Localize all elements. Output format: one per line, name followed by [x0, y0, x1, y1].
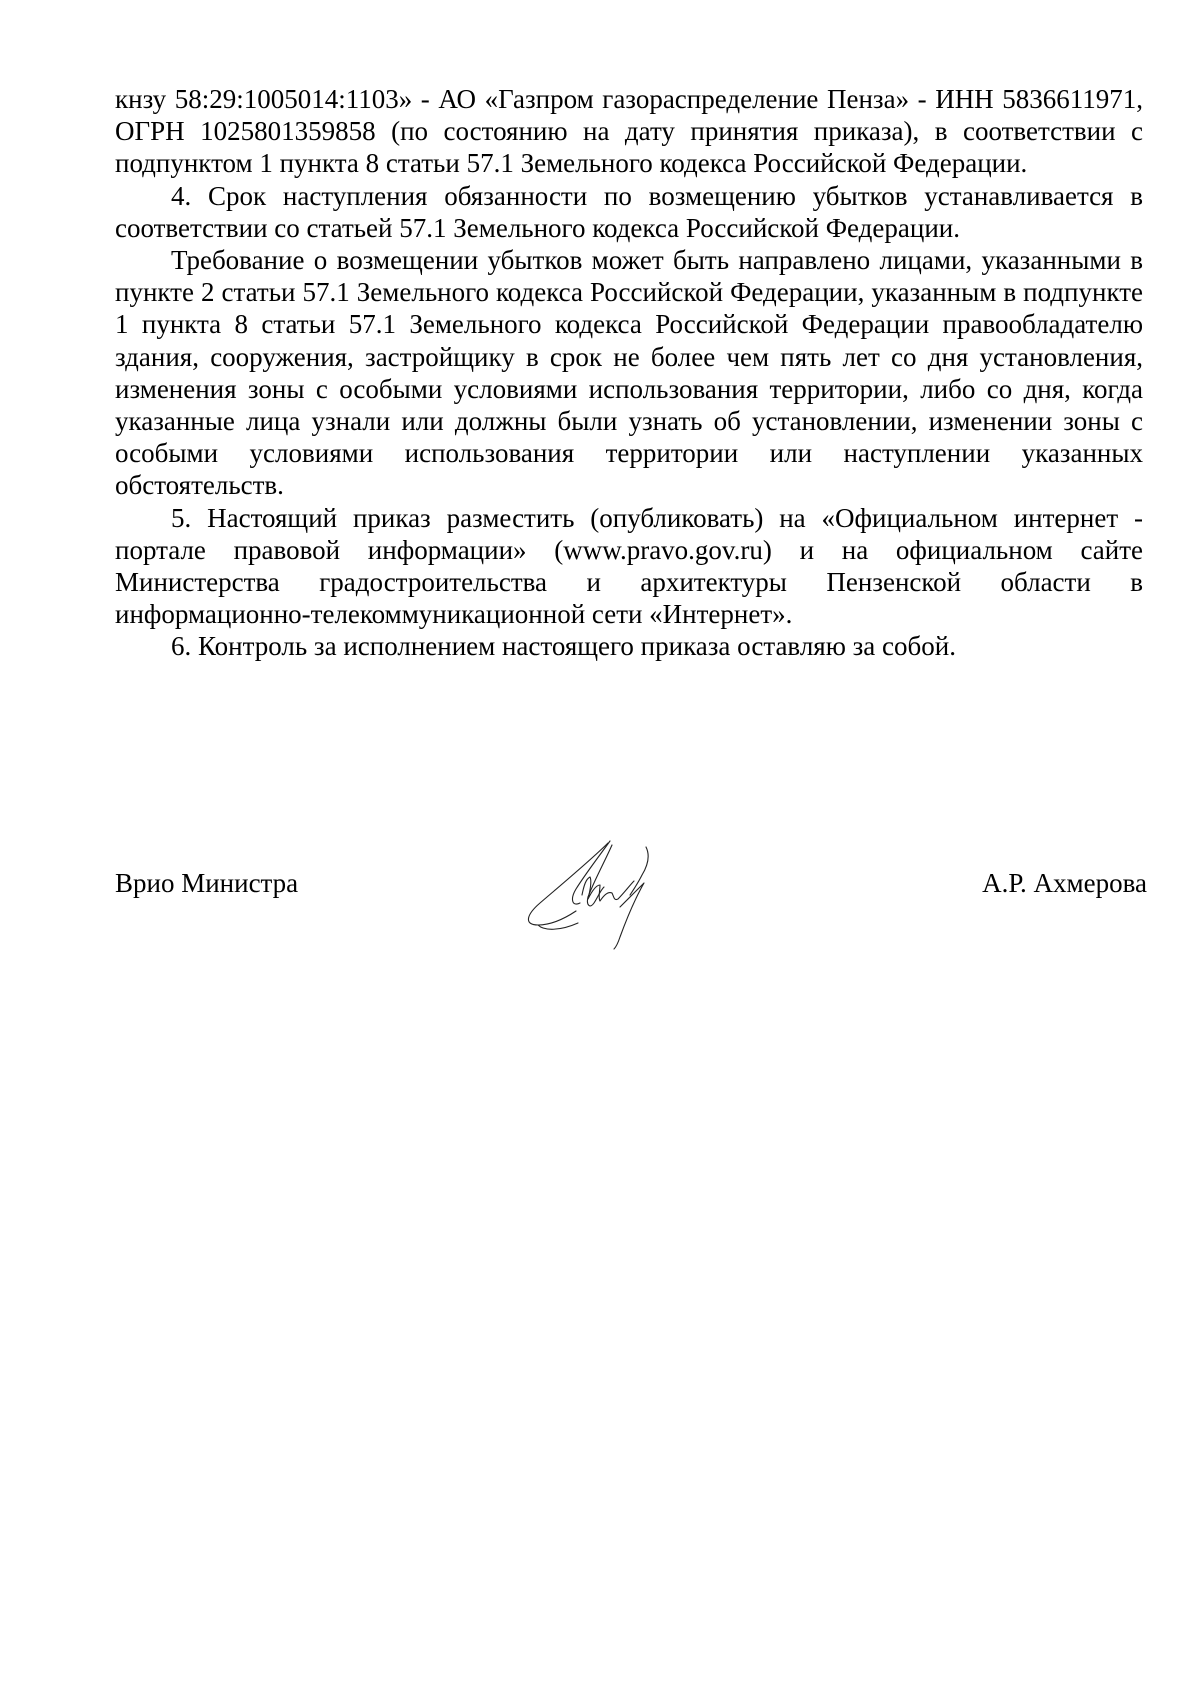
paragraph-item-4: 4. Срок наступления обязанности по возмещению убытков устанавливается в соответствии со статьей 57.1 Земельного кодекса Российской Федерации.	[115, 180, 1143, 243]
paragraph-damages-claim: Требование о возмещении убытков может быть направлено лицами, указанными в пункте 2 статьи 57.1 Земельного кодекса Российской Федерации, указанным в подпункте 1 пункта 8 статьи 57.1 Земельного кодекса Российской Федерации правообладателю здания, сооружения, застройщику в срок не более чем пять лет со дня установления, изменения зоны с особыми условиями использования территории, либо со дня, когда указанные лица узнали или должны были узнать об установлении, изменении зоны с особыми условиями использования территории или наступлении указанных обстоятельств.	[115, 245, 1143, 501]
paragraph-item-6: 6. Контроль за исполнением настоящего приказа оставляю за собой.	[171, 631, 956, 662]
paragraph-item-5: 5. Настоящий приказ разместить (опубликовать) на «Официальном интернет - портале правовой информации» (www.pravo.gov.ru) и на официальном сайте Министерства градостроительства и архитектуры Пензенской области в информационно-телекоммуникационной сети «Интернет».	[115, 502, 1143, 630]
handwritten-signature	[520, 837, 690, 952]
document-body	[115, 83, 1143, 663]
paragraph-continuation: кнзу 58:29:1005014:1103» - АО «Газпром газораспределение Пенза» - ИНН 5836611971, ОГРН 1025801359858 (по состоянию на дату принятия приказа), в соответствии с подпунктом 1 пункта 8 статьи 57.1 Земельного кодекса Российской Федерации.	[115, 84, 1143, 179]
signatory-name: А.Р. Ахмерова	[982, 868, 1147, 898]
signature-block	[115, 855, 1147, 965]
signatory-position: Врио Министра	[115, 868, 299, 898]
